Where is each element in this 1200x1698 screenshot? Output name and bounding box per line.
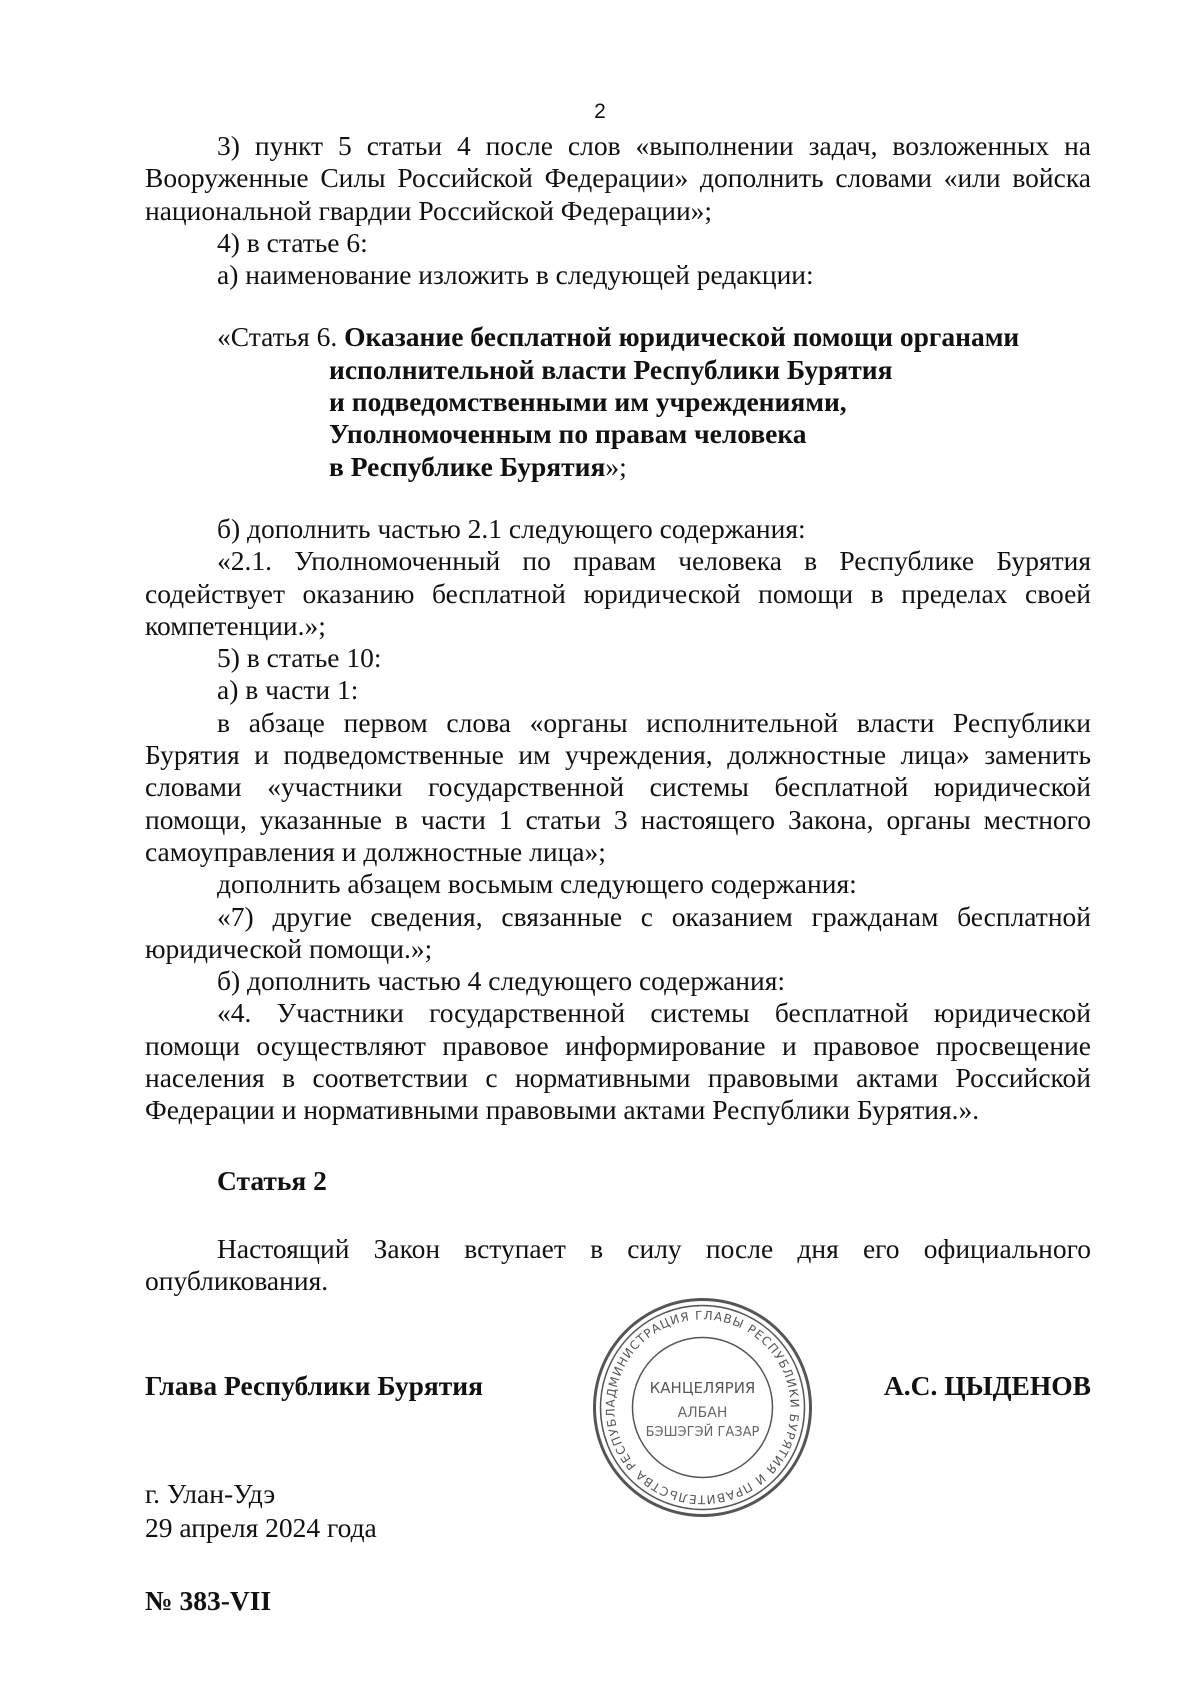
date: 29 апреля 2024 года: [145, 1512, 377, 1543]
paragraph-item-3: 3) пункт 5 статьи 4 после слов «выполнении задач, возложенных на Вооруженные Силы Российской Федерации» дополнить словами «или войска национальной гвардии Российской Федерации»;: [145, 130, 1091, 226]
law-number: № 383-VII: [145, 1585, 272, 1616]
paragraph-subitem-a: а) наименование изложить в следующей редакции:: [217, 259, 814, 291]
paragraph-item-7: «7) другие сведения, связанные с оказанием гражданам бесплатной юридической помощи.»;: [145, 900, 1091, 964]
seal-inner-mid: АЛБАН: [677, 1405, 728, 1421]
page-number: 2: [594, 100, 606, 123]
article-6-heading: [145, 321, 1091, 482]
paragraph-replace-words: в абзаце первом слова «органы исполнительной власти Республики Бурятия и подведомственные им учреждения, должностные лица» заменить словами «участники государственной системы бесплатной юридической помощи, указанные в части 1 статьи 3 настоящего Закона, органы местного самоуправления и должностные лица»;: [145, 706, 1091, 867]
paragraph-part-4: «4. Участники государственной системы бесплатной юридической помощи осуществляют правовое информирование и правовое просвещение населения в соответствии с нормативными правовыми актами Российской Федерации и нормативными правовыми актами Республики Бурятия.».: [145, 997, 1091, 1126]
place-and-date: [145, 1477, 377, 1545]
paragraph-subitem-b-part-4: б) дополнить частью 4 следующего содержания:: [217, 965, 786, 997]
heading-line-5: в Республике Бурятия: [329, 450, 606, 482]
place: г. Улан-Удэ: [145, 1478, 276, 1509]
svg-text:АДМИНИСТРАЦИЯ ГЛАВЫ РЕСПУБЛИКИ: [590, 1295, 802, 1507]
paragraph-part-2-1: «2.1. Уполномоченный по правам человека в Республике Бурятия содействует оказанию бесплатной юридической помощи в пределах своей компетенции.»;: [145, 545, 1091, 641]
heading-line-3: и подведомственными им учреждениями,: [329, 386, 847, 418]
signatory-name: А.С. ЦЫДЕНОВ: [883, 1370, 1091, 1401]
paragraph-subitem-a-part-1: а) в части 1:: [217, 674, 359, 706]
paragraph-item-5: 5) в статье 10:: [217, 642, 382, 674]
paragraph-item-4: 4) в статье 6:: [217, 226, 368, 258]
official-seal: [590, 1295, 815, 1520]
seal-inner-bottom: БЭШЭГЭЙ ГАЗАР: [645, 1425, 760, 1440]
heading-line-5-wrap: [217, 451, 1091, 483]
heading-line-2: исполнительной власти Республики Бурятия: [329, 353, 893, 385]
heading-suffix: »;: [605, 450, 627, 482]
heading-line-1: Оказание бесплатной юридической помощи органами: [344, 321, 1020, 353]
document-body: [145, 130, 1091, 1298]
article-2-title: Статья 2: [217, 1164, 327, 1196]
heading-prefix: «Статья 6.: [217, 321, 345, 353]
seal-inner-top: КАНЦЕЛЯРИЯ: [649, 1379, 756, 1397]
signatory-position: Глава Республики Бурятия: [145, 1370, 484, 1401]
heading-line-4: Уполномоченным по правам человека: [329, 418, 807, 450]
paragraph-subitem-b: б) дополнить частью 2.1 следующего содержания:: [217, 512, 806, 544]
paragraph-add-eighth: дополнить абзацем восьмым следующего содержания:: [217, 868, 857, 900]
seal-outer-text: АДМИНИСТРАЦИЯ ГЛАВЫ РЕСПУБЛИКИ БУРЯТИЯ И ПРАВИТЕЛЬСТВА РЕСПУБЛ: [603, 1308, 802, 1507]
article-2-text: Настоящий Закон вступает в силу после дня его официального опубликования.: [145, 1232, 1091, 1297]
